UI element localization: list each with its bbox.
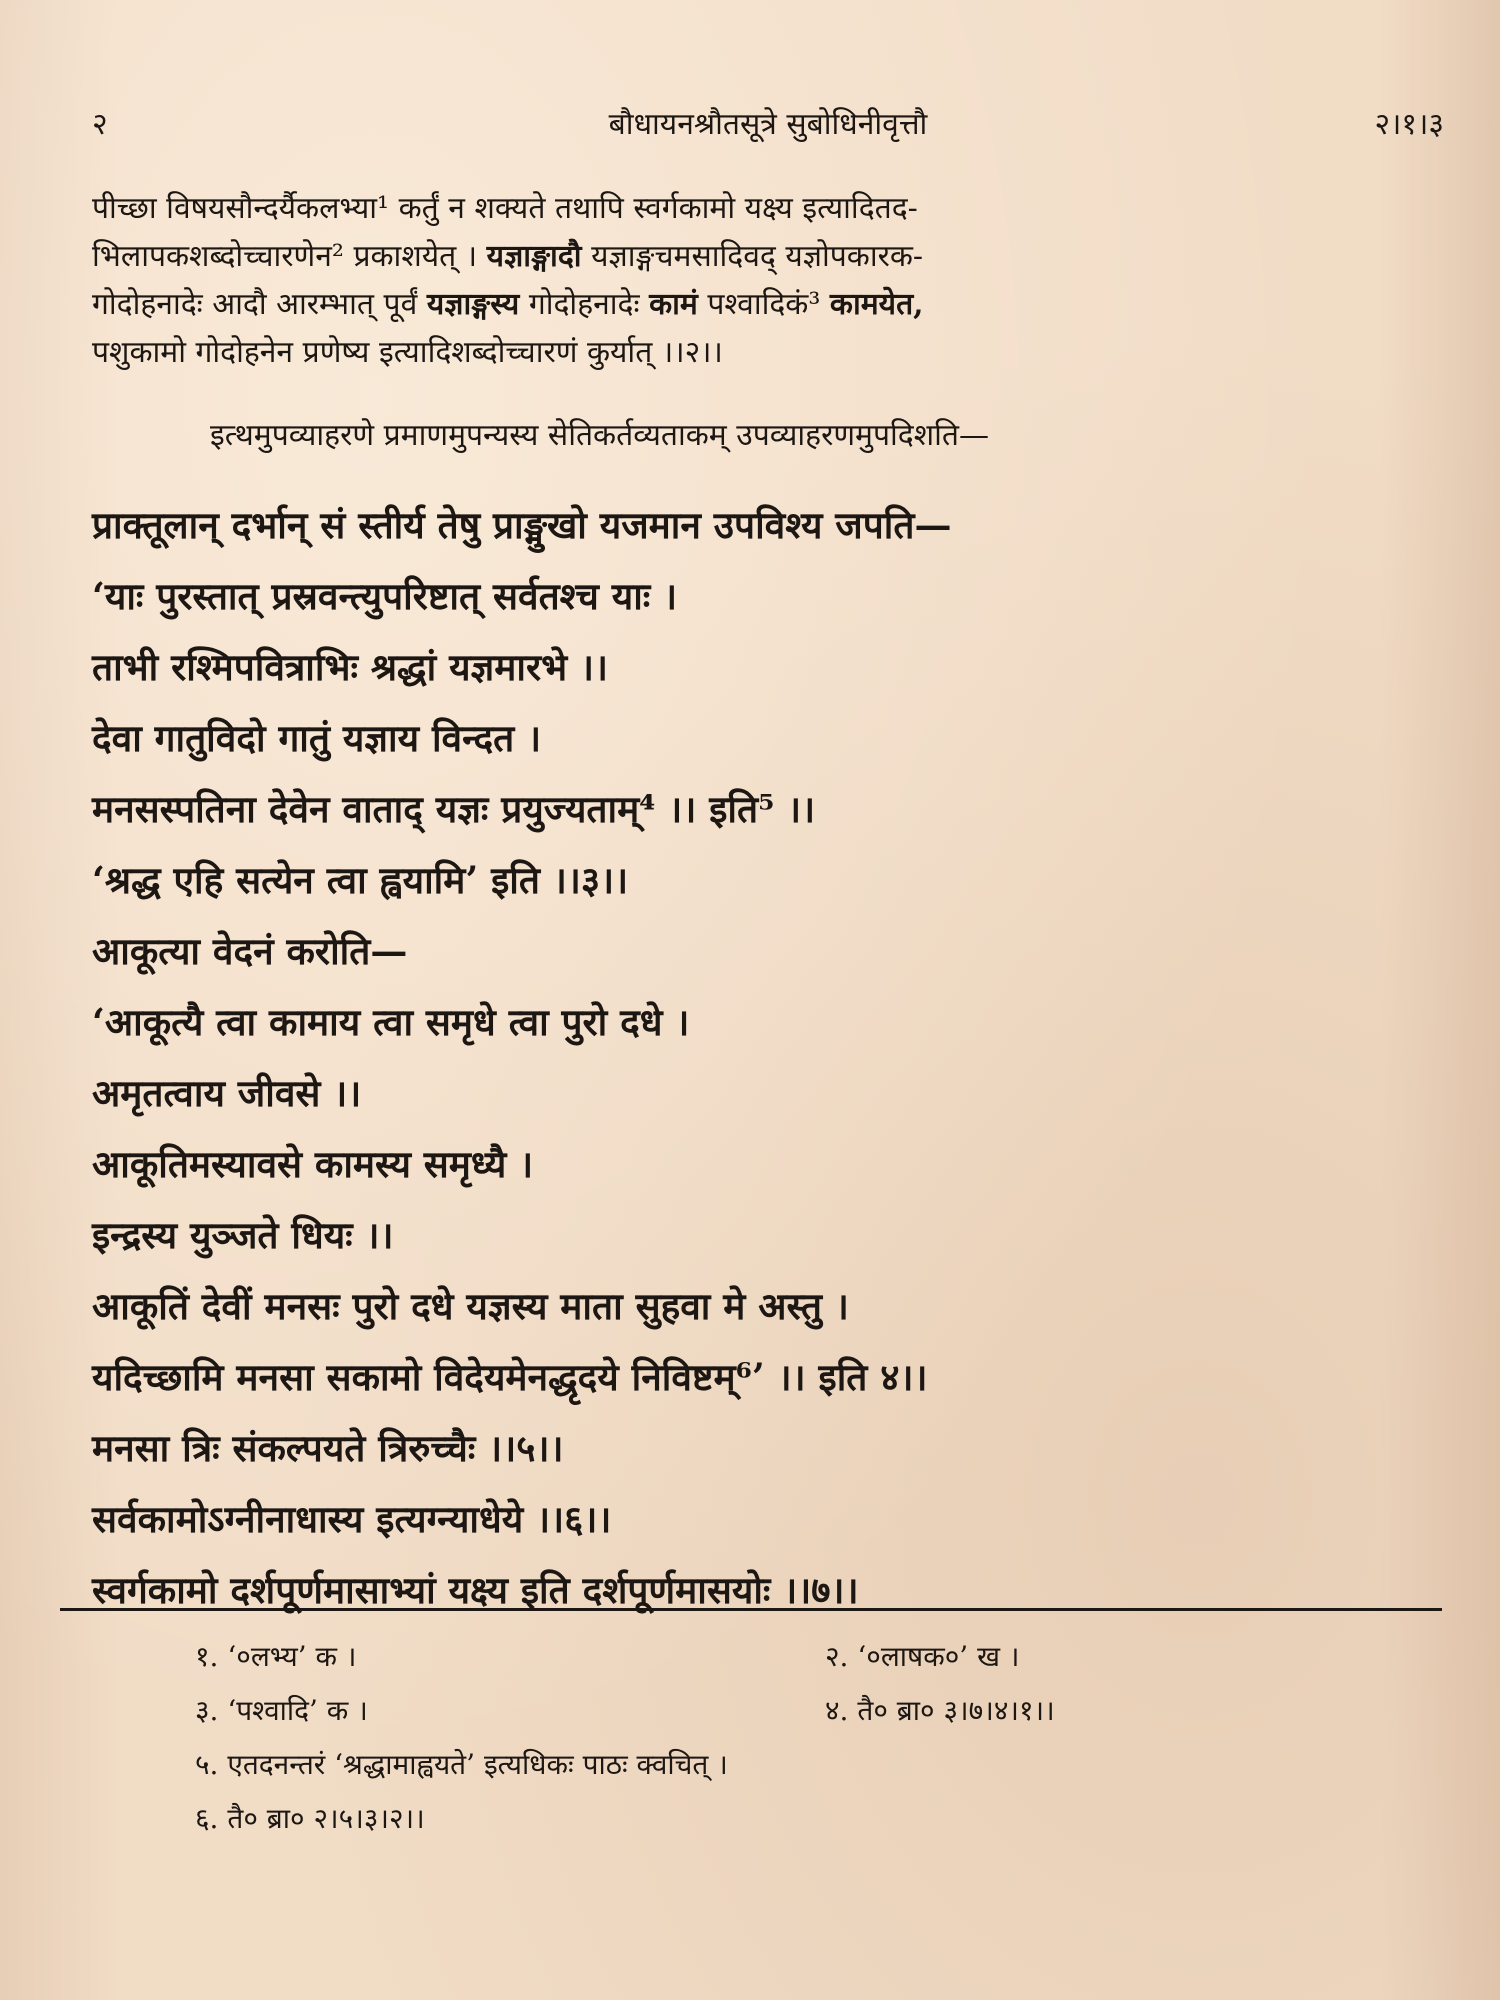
sutra-line: इन्द्रस्य युञ्जते धियः ।।: [92, 1213, 394, 1257]
commentary-line-2: भिलापकशब्दोच्चारणेन² प्रकाशयेत् । यज्ञाङ्गादौ यज्ञाङ्गचमसादिवद् यज्ञोपकारक-: [92, 239, 924, 274]
sutra-line: आकूत्या वेदनं करोति—: [92, 929, 408, 973]
commentary-paragraph: [92, 185, 1452, 377]
footnote-row: [195, 1630, 1395, 1684]
sutra-line: ‘याः पुरस्तात् प्रस्रवन्त्युपरिष्टात् सर्वतश्च याः ।: [92, 574, 678, 618]
sutra-line: यदिच्छामि मनसा सकामो विदेयमेनद्धृदये निविष्टम्⁶’ ।। इति ४।।: [92, 1355, 928, 1399]
footnotes: [195, 1630, 1395, 1846]
introductory-sentence: इत्थमुपव्याहरणे प्रमाणमुपन्यस्य सेतिकर्तव्यताकम् उपव्याहरणमुपदिशति—: [210, 418, 989, 453]
sutra-line: ताभी रश्मिपवित्राभिः श्रद्धां यज्ञमारभे ।।: [92, 645, 609, 689]
commentary-line-1: पीच्छा विषयसौन्दर्यैकलभ्या¹ कर्तुं न शक्यते तथापि स्वर्गकामो यक्ष्य इत्यादितद-: [92, 191, 918, 226]
sutra-term: कामं: [649, 287, 698, 322]
footnote-4: ४. तै० ब्रा० ३।७।४।१।।: [825, 1694, 1055, 1727]
sutra-line: मनसा त्रिः संकल्पयते त्रिरुच्चैः ।।५।।: [92, 1426, 564, 1470]
sutra-line: मनसस्पतिना देवेन वाताद् यज्ञः प्रयुज्यताम्⁴ ।। इति⁵ ।।: [92, 787, 816, 831]
sutra-line: अमृतत्वाय जीवसे ।।: [92, 1071, 362, 1115]
page-number: २: [92, 107, 108, 142]
footnote-3: ३. ‘पश्वादि’ क ।: [195, 1694, 368, 1727]
sutra-line: आकूतिं देवीं मनसः पुरो दधे यज्ञस्य माता सुहवा मे अस्तु ।: [92, 1284, 849, 1328]
footnote-row: [195, 1792, 1395, 1846]
sutra-line: देवा गातुविदो गातुं यज्ञाय विन्दत ।: [92, 716, 542, 760]
sutra-line: आकूतिमस्यावसे कामस्य समृध्यै ।: [92, 1142, 534, 1186]
commentary-line-4: पशुकामो गोदोहनेन प्रणेष्य इत्यादिशब्दोच्चारणं कुर्यात् ।।२।।: [92, 335, 723, 370]
sutra-term: यज्ञाङ्गादौ: [486, 239, 582, 274]
sutra-line: स्वर्गकामो दर्शपूर्णमासाभ्यां यक्ष्य इति दर्शपूर्णमासयोः ।।७।।: [92, 1568, 859, 1612]
sutra-line: प्राक्तूलान् दर्भान् सं स्तीर्य तेषु प्राङ्मुखो यजमान उपविश्य जपति—: [92, 503, 952, 547]
commentary-line-3: गोदोहनादेः आदौ आरम्भात् पूर्वं यज्ञाङ्गस्य गोदोहनादेः कामं पश्वादिकं³ कामयेत,: [92, 287, 924, 322]
footnote-1: १. ‘०लभ्य’ क ।: [195, 1640, 357, 1673]
sutra-block: [92, 490, 1472, 1626]
running-header: [92, 102, 1444, 152]
sutra-term: यज्ञाङ्गस्य: [426, 287, 520, 322]
section-reference: २।१।३: [1374, 107, 1444, 142]
sutra-line: सर्वकामोऽग्नीनाधास्य इत्यग्न्याधेये ।।६।।: [92, 1497, 612, 1541]
footnote-divider: [60, 1608, 1442, 1611]
running-title: बौधायनश्रौतसूत्रे सुबोधिनीवृत्तौ: [608, 107, 928, 142]
footnote-5: ५. एतदनन्तरं ‘श्रद्धामाह्वयते’ इत्यधिकः पाठः क्वचित् ।: [195, 1748, 728, 1781]
footnote-2: २. ‘०लाषक०’ ख ।: [825, 1640, 1020, 1673]
footnote-6: ६. तै० ब्रा० २।५।३।२।।: [195, 1802, 425, 1835]
footnote-row: [195, 1738, 1395, 1792]
sutra-term: कामयेत,: [829, 287, 924, 322]
sutra-line: ‘आकूत्यै त्वा कामाय त्वा समृधे त्वा पुरो दधे ।: [92, 1000, 690, 1044]
sutra-line: ‘श्रद्ध एहि सत्येन त्वा ह्वयामि’ इति ।।३।।: [92, 858, 629, 902]
footnote-row: [195, 1684, 1395, 1738]
